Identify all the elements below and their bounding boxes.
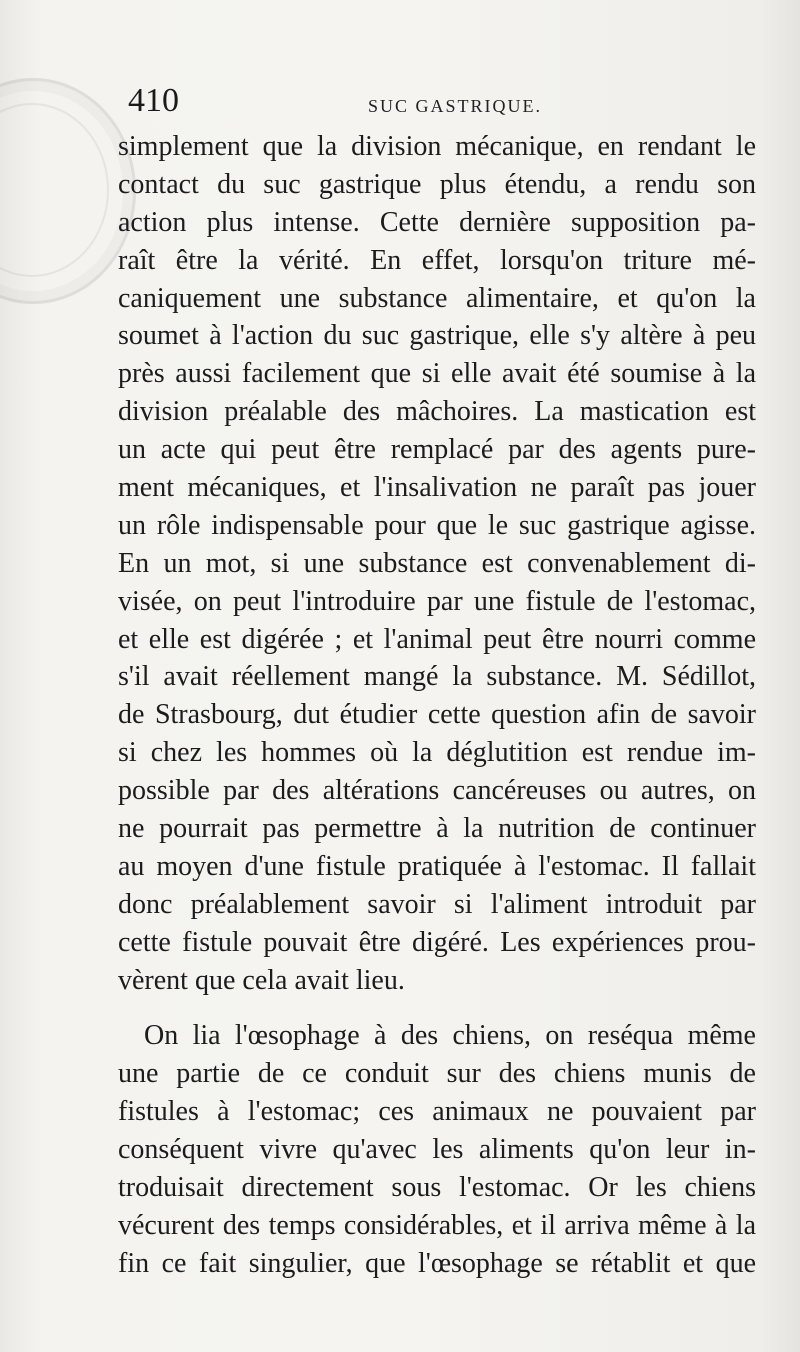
text-line: simplement que la division mécanique, en rendant le	[118, 131, 756, 162]
library-stamp-inner-ring	[0, 103, 109, 277]
text-line: En un mot, si une substance est convenablement di-	[118, 547, 756, 579]
paragraph-1	[118, 128, 756, 999]
text-line: contact du suc gastrique plus étendu, a rendu son	[118, 168, 756, 200]
text-line: division préalable des mâchoires. La mastication est	[118, 396, 756, 428]
text-line: ne pourrait pas permettre à la nutrition de continuer	[118, 813, 756, 845]
text-line: fistules à l'estomac; ces animaux ne pouvaient par	[118, 1096, 756, 1128]
text-line: donc préalablement savoir si l'aliment introduit par	[118, 888, 756, 920]
body-text	[118, 128, 756, 1283]
text-line: au moyen d'une fistule pratiquée à l'estomac. Il fallait	[118, 850, 756, 882]
text-line: caniquement une substance alimentaire, et qu'on la	[118, 282, 756, 314]
text-line: ment mécaniques, et l'insalivation ne paraît pas jouer	[118, 472, 756, 504]
library-stamp	[0, 78, 136, 304]
paragraph-2	[118, 1017, 756, 1282]
text-line: soumet à l'action du suc gastrique, elle s'y altère à peu	[118, 320, 756, 352]
text-line: s'il avait réellement mangé la substance. M. Sédillot,	[118, 661, 756, 693]
text-line: vèrent que cela avait lieu.	[118, 964, 405, 996]
text-line: un rôle indispensable pour que le suc gastrique agisse.	[118, 509, 756, 541]
text-line: cette fistule pouvait être digéré. Les expériences prou-	[118, 926, 756, 958]
text-line: fin ce fait singulier, que l'œsophage se rétablit et que	[118, 1247, 756, 1279]
text-line: une partie de ce conduit sur des chiens munis de	[118, 1058, 756, 1090]
text-line: et elle est digérée ; et l'animal peut être nourri comme	[118, 623, 756, 655]
text-line: possible par des altérations cancéreuses ou autres, on	[118, 775, 756, 807]
text-line: visée, on peut l'introduire par une fistule de l'estomac,	[118, 585, 756, 617]
text-line: troduisait directement sous l'estomac. Or les chiens	[118, 1172, 756, 1204]
text-line: raît être la vérité. En effet, lorsqu'on triture mé-	[118, 244, 756, 276]
text-line: action plus intense. Cette dernière supposition pa-	[118, 206, 756, 238]
page-number: 410	[128, 82, 179, 119]
text-line: près aussi facilement que si elle avait été soumise à la	[118, 358, 756, 390]
text-line: vécurent des temps considérables, et il arriva même à la	[118, 1209, 756, 1241]
text-line: conséquent vivre qu'avec les aliments qu'on leur in-	[118, 1134, 756, 1166]
text-line: un acte qui peut être remplacé par des agents pure-	[118, 434, 756, 466]
text-line: si chez les hommes où la déglutition est rendue im-	[118, 737, 756, 769]
text-line: On lia l'œsophage à des chiens, on reséqua même	[144, 1020, 756, 1052]
page-header	[128, 82, 758, 126]
running-head: SUC GASTRIQUE.	[368, 96, 543, 116]
text-line: de Strasbourg, dut étudier cette question afin de savoir	[118, 699, 756, 731]
